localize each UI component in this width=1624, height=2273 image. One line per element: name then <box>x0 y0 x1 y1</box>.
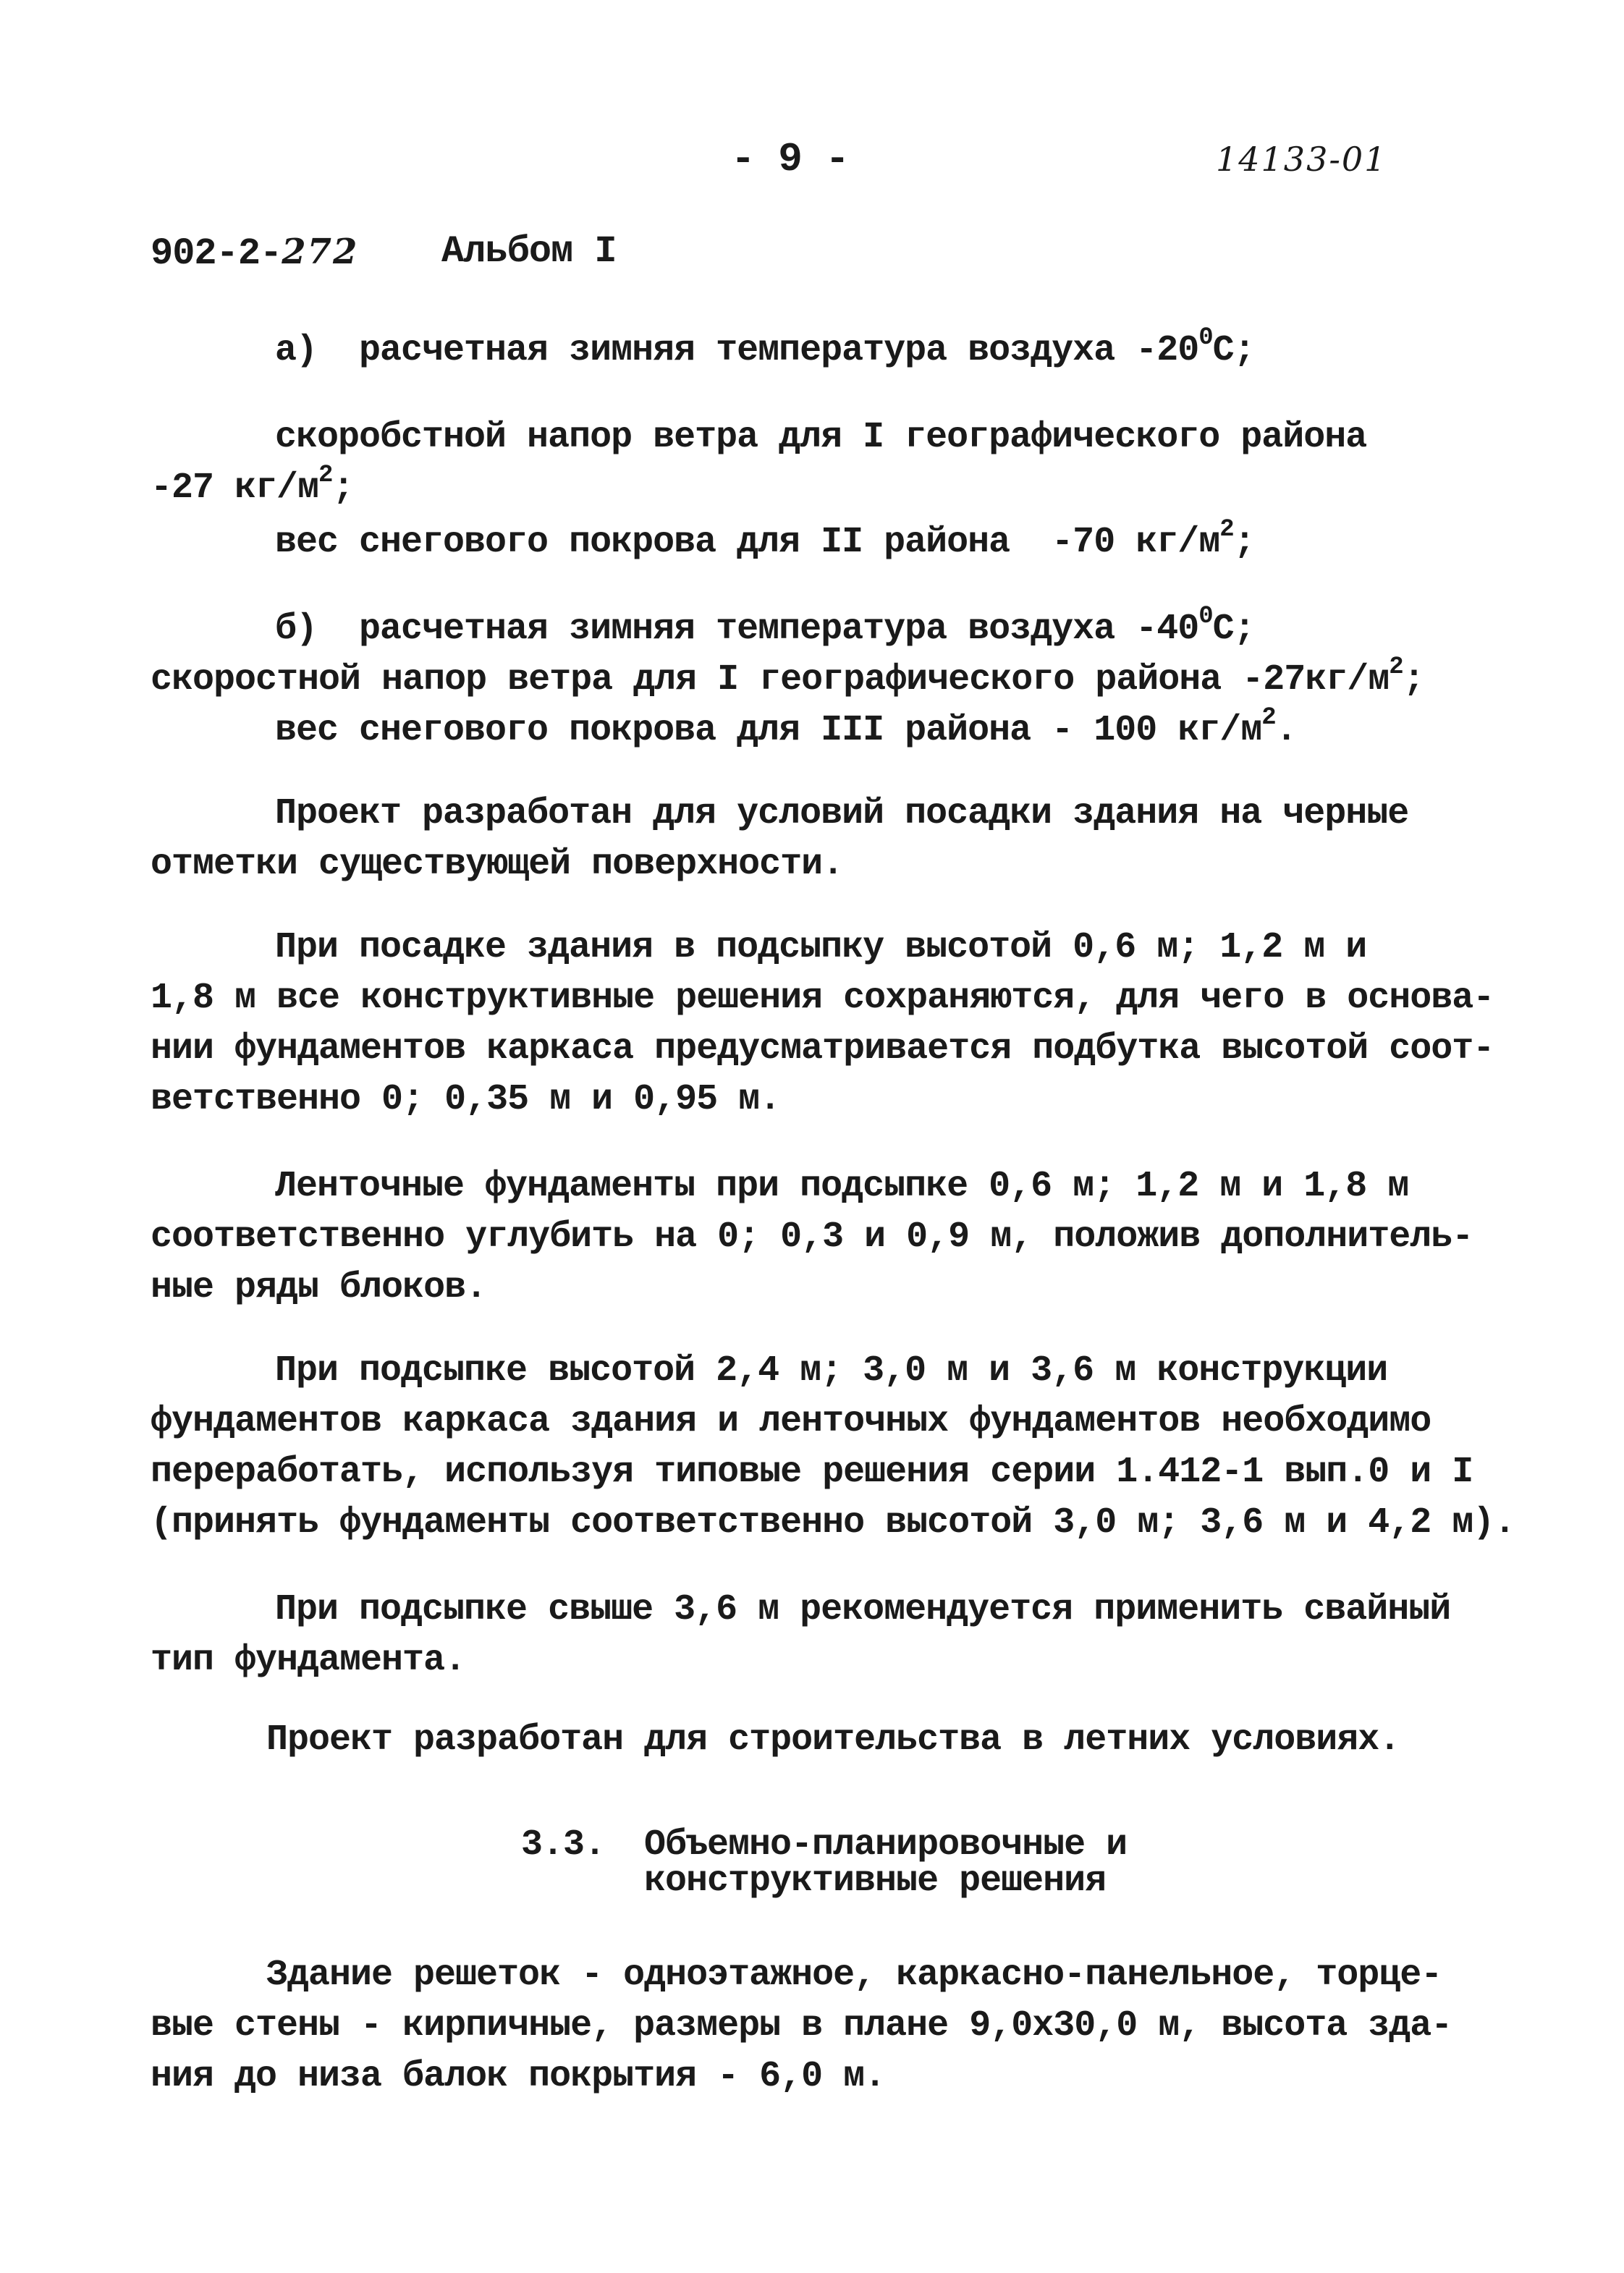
text: скоростной напор ветра для I географического района -27кг/м <box>151 659 1390 700</box>
superscript: 2 <box>318 462 333 489</box>
text: С; <box>1212 330 1255 371</box>
document-code <box>151 230 358 276</box>
album-label: Альбом I <box>441 230 617 273</box>
climate-a-snow <box>275 516 1255 564</box>
paragraph-line: Ленточные фундаменты при подсыпке 0,6 м; 1,2 м и 1,8 м <box>275 1166 1409 1207</box>
superscript: 2 <box>1261 704 1276 732</box>
climate-a-temperature <box>275 324 1255 373</box>
paragraph-line: (принять фундаменты соответственно высотой 3,0 м; 3,6 м и 4,2 м). <box>151 1502 1515 1544</box>
text: ; <box>332 467 354 509</box>
paragraph-line: Проект разработан для условий посадки здания на черные <box>275 793 1409 834</box>
section-title-line1: Объемно-планировочные и <box>644 1824 1128 1866</box>
paragraph-line: переработать, используя типовые решения серии 1.412-1 вып.0 и I <box>151 1452 1473 1493</box>
paragraph-line: нии фундаментов каркаса предусматривается подбутка высотой соот- <box>151 1028 1494 1070</box>
archive-number: 14133-01 <box>1216 140 1387 179</box>
climate-a-wind-value <box>151 462 354 510</box>
paragraph-line: 1,8 м все конструктивные решения сохраняются, для чего в основа- <box>151 978 1494 1019</box>
paragraph-line: соответственно углубить на 0; 0,3 и 0,9 м, положив дополнитель- <box>151 1216 1473 1258</box>
page-number: - 9 - <box>731 136 850 182</box>
text: С; <box>1212 609 1255 650</box>
superscript: 0 <box>1198 324 1213 352</box>
paragraph-line: отметки существующей поверхности. <box>151 844 844 885</box>
section-title-line2: конструктивные решения <box>644 1861 1107 1902</box>
paragraph-line: ные ряды блоков. <box>151 1267 487 1308</box>
climate-a-wind: скоробстной напор ветра для I географического района <box>275 417 1367 458</box>
text: б) расчетная зимняя температура воздуха -40 <box>275 609 1199 650</box>
text: а) расчетная зимняя температура воздуха -20 <box>275 330 1199 371</box>
paragraph-line: фундаментов каркаса здания и ленточных фундаментов необходимо <box>151 1401 1431 1442</box>
text: . <box>1275 710 1297 751</box>
paragraph-line: При подсыпке высотой 2,4 м; 3,0 м и 3,6 м конструкции <box>275 1350 1388 1392</box>
document-code-prefix: 902-2- <box>151 232 282 275</box>
text: ; <box>1233 522 1255 563</box>
superscript: 2 <box>1219 516 1234 543</box>
text: вес снегового покрова для II района -70 кг/м <box>275 522 1220 563</box>
climate-b-snow <box>275 704 1297 753</box>
paragraph-line: При посадке здания в подсыпку высотой 0,6 м; 1,2 м и <box>275 927 1367 968</box>
superscript: 0 <box>1198 603 1213 630</box>
paragraph-line: вые стены - кирпичные, размеры в плане 9,0х30,0 м, высота зда- <box>151 2005 1452 2046</box>
document-code-handwritten: 272 <box>282 232 359 272</box>
text: ; <box>1403 659 1424 700</box>
climate-b-wind <box>151 653 1424 702</box>
paragraph-line: ветственно 0; 0,35 м и 0,95 м. <box>151 1079 781 1120</box>
text: -27 кг/м <box>151 467 319 509</box>
paragraph-line: Проект разработан для строительства в летних условиях. <box>266 1719 1400 1761</box>
text: вес снегового покрова для III района - 100 кг/м <box>275 710 1262 751</box>
climate-b-temperature <box>275 603 1255 651</box>
paragraph-line: тип фундамента. <box>151 1640 466 1681</box>
section-number: 3.3. <box>521 1824 606 1866</box>
paragraph-line: При подсыпке свыше 3,6 м рекомендуется применить свайный <box>275 1589 1451 1630</box>
superscript: 2 <box>1389 653 1403 681</box>
paragraph-line: Здание решеток - одноэтажное, каркасно-панельное, торце- <box>266 1955 1442 1996</box>
paragraph-line: ния до низа балок покрытия - 6,0 м. <box>151 2056 886 2097</box>
